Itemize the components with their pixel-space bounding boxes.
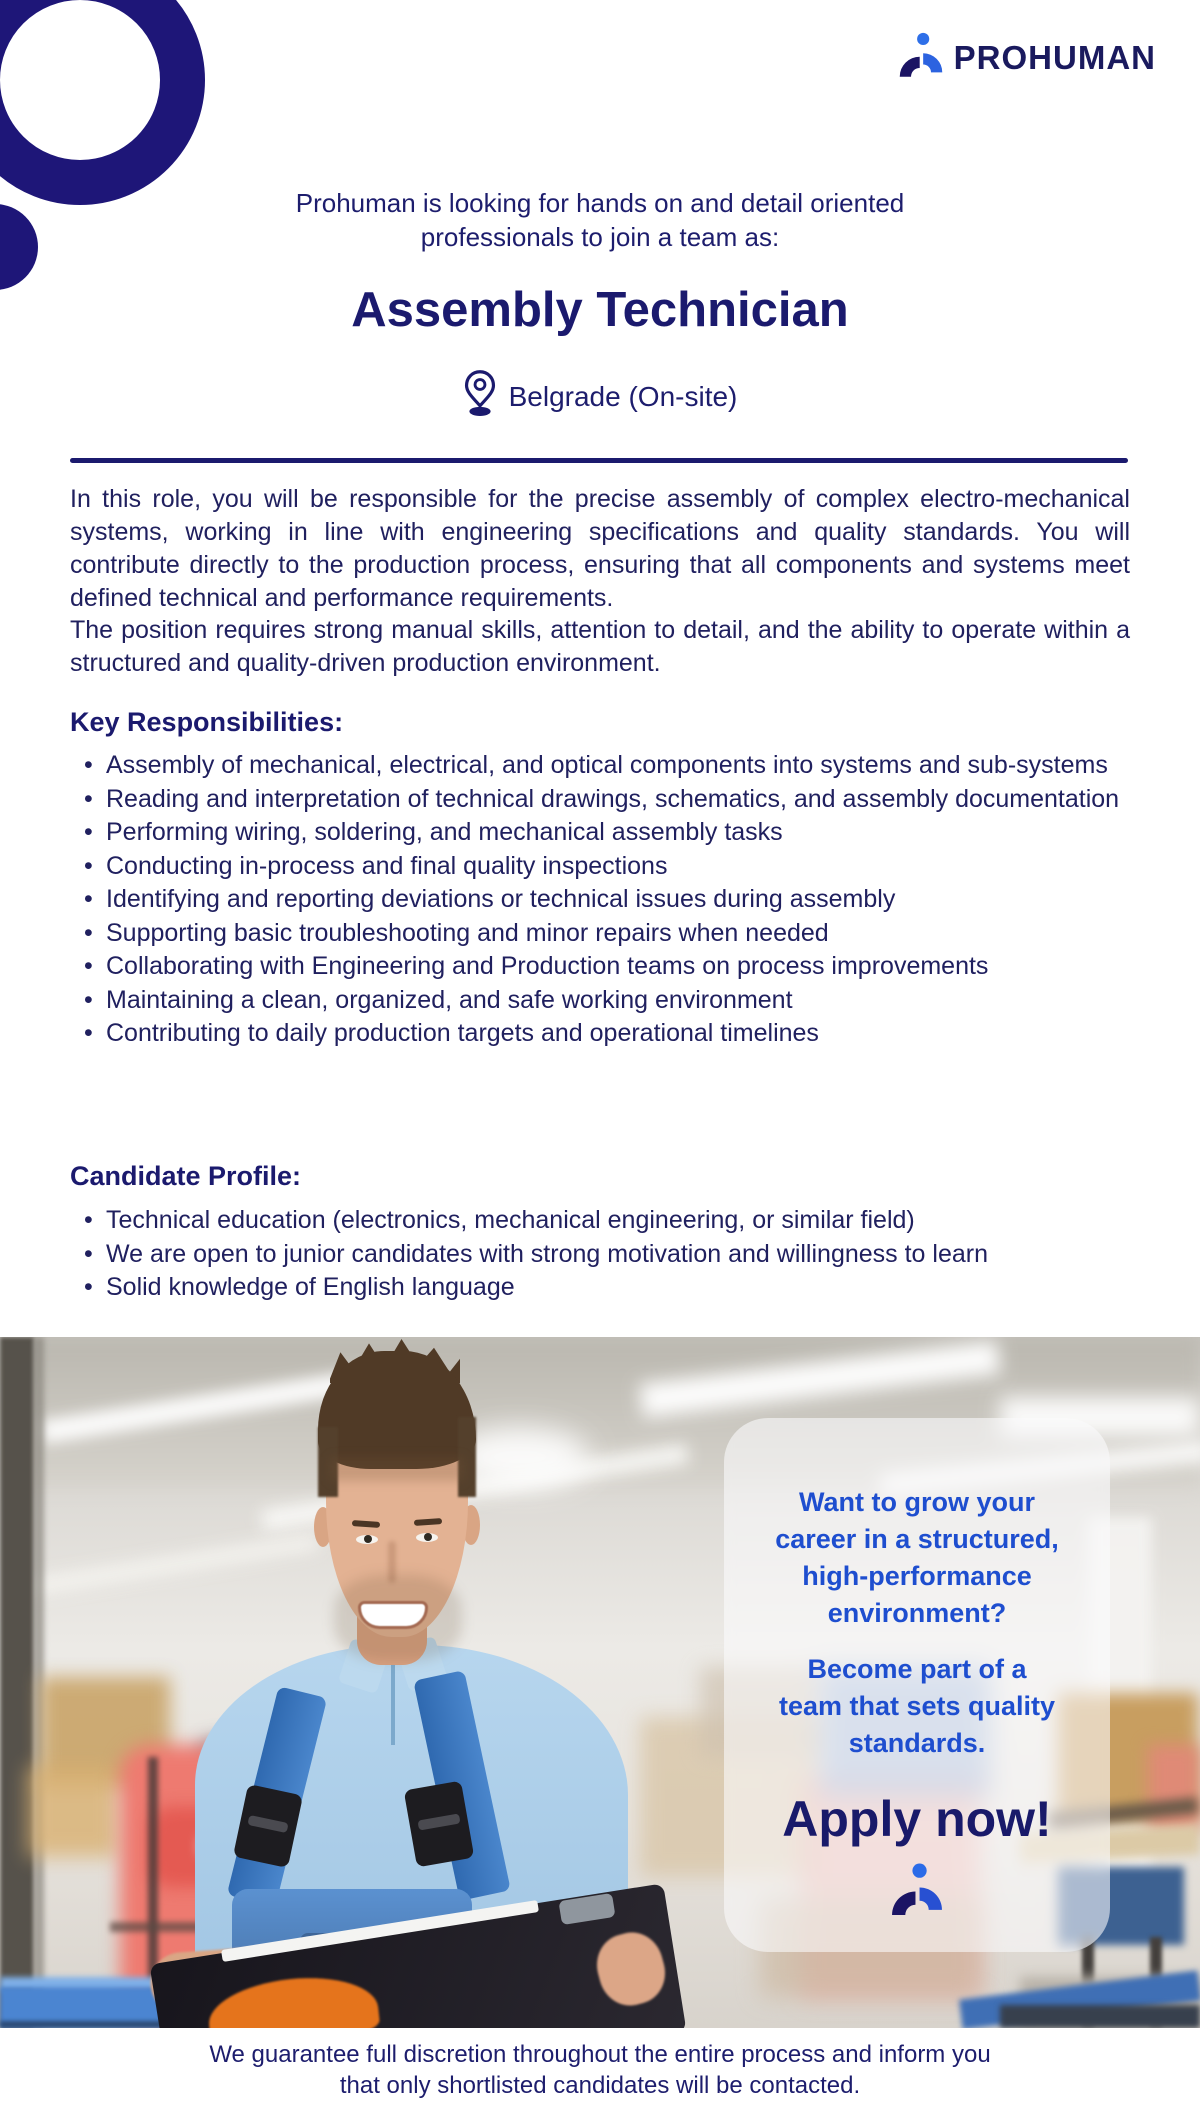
person-pupil <box>364 1535 372 1543</box>
intro-text: Prohuman is looking for hands on and detail oriented professionals to join a team as: <box>295 188 905 252</box>
footer <box>0 2028 1200 2117</box>
list-item: • Collaborating with Engineering and Production teams on process improvements <box>70 950 1130 984</box>
responsibilities-list <box>70 749 1130 1051</box>
right-pink-item <box>1148 1745 1200 1831</box>
profile-heading: Candidate Profile: <box>70 1161 302 1191</box>
requirements-paragraph: The position requires strong manual skills, attention to detail, and the ability to operate within a structured and quality-driven production environment. <box>70 616 1130 677</box>
location-row <box>0 368 1200 425</box>
list-item: • Conducting in-process and final quality inspections <box>70 850 1130 884</box>
list-item: • We are open to junior candidates with strong motivation and willingness to learn <box>70 1238 1130 1272</box>
list-item: • Supporting basic troubleshooting and minor repairs when needed <box>70 917 1130 951</box>
light-bar <box>21 1534 320 1597</box>
footer-disclaimer: We guarantee full discretion throughout the entire process and inform you that only shortlisted candidates will be contacted. <box>209 2041 991 2099</box>
cardboard-boxes <box>28 1767 118 1857</box>
list-item: • Identifying and reporting deviations or technical issues during assembly <box>70 883 1130 917</box>
cta-statement: Become part of a team that sets quality standards. <box>778 1654 1056 1758</box>
brand-name: PROHUMAN <box>953 38 1156 76</box>
prohuman-logo <box>898 30 1156 85</box>
apply-now-text: Apply now! <box>782 1791 1052 1847</box>
responsibilities-heading: Key Responsibilities: <box>70 707 344 737</box>
cta-card <box>724 1418 1110 1952</box>
polo-placket <box>391 1657 395 1745</box>
person-pupil <box>424 1533 432 1541</box>
role-paragraph: In this role, you will be responsible for the precise assembly of complex electro-mechanical systems, working in line with engineering specifications and quality standards. You will contribute directly to the production process, ensuring that all components and systems meet defined technical and performance requirements. <box>70 485 1130 612</box>
conveyor-dark <box>1000 2005 1200 2028</box>
list-item: • Assembly of mechanical, electrical, and optical components into systems and sub-systems <box>70 749 1130 783</box>
prohuman-logo-icon <box>898 30 944 85</box>
person-smile <box>358 1601 428 1629</box>
divider-line <box>70 458 1128 463</box>
left-pillar <box>0 1337 34 2028</box>
factory-photo <box>0 1337 1200 2028</box>
page-title: Assembly Technician <box>351 283 849 337</box>
decor-arc <box>0 0 205 205</box>
profile-list <box>70 1204 1130 1305</box>
list-item: • Solid knowledge of English language <box>70 1271 1130 1305</box>
list-item: • Performing wiring, soldering, and mechanical assembly tasks <box>70 816 1130 850</box>
list-item: • Contributing to daily production targets and operational timelines <box>70 1017 1130 1051</box>
map-pin-icon <box>463 368 497 425</box>
list-item: • Technical education (electronics, mechanical engineering, or similar field) <box>70 1204 1130 1238</box>
list-item: • Reading and interpretation of technical drawings, schematics, and assembly documentation <box>70 783 1130 817</box>
cta-question: Want to grow your career in a structured, high-performance environment? <box>775 1487 1059 1628</box>
prohuman-mark-icon <box>724 1862 1110 1922</box>
list-item: • Maintaining a clean, organized, and safe working environment <box>70 984 1130 1018</box>
forehead-shadow <box>330 1457 464 1481</box>
location-label: Belgrade (On-site) <box>508 380 738 412</box>
